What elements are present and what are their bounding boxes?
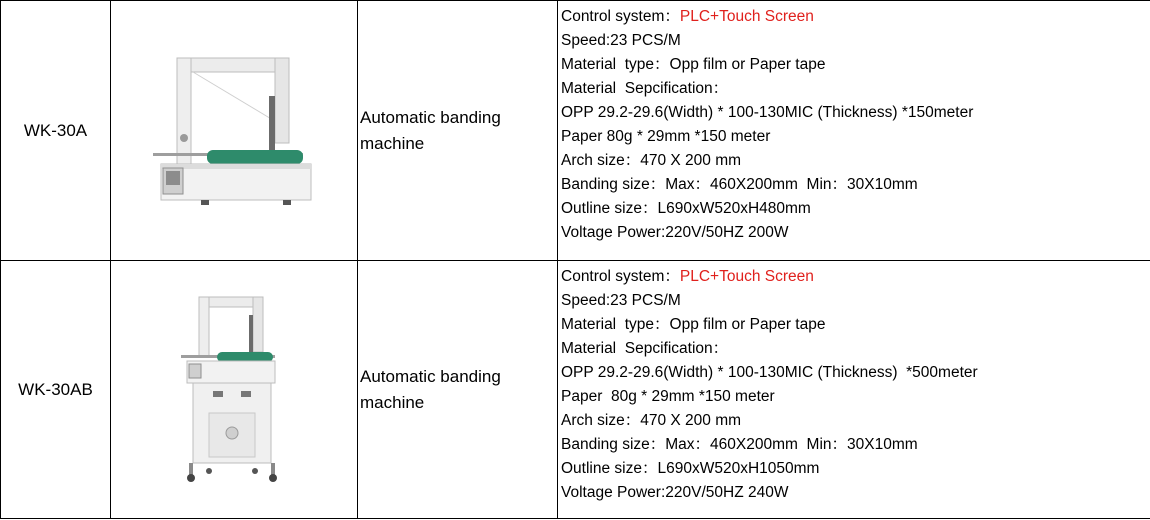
spec-voltage: Voltage Power:220V/50HZ 240W (561, 484, 789, 501)
spec-arch-size: Arch size：470 X 200 mm (561, 412, 742, 429)
product-name-line1: Automatic banding (360, 107, 501, 127)
image-cell (111, 1, 358, 261)
product-name-line2: machine (360, 133, 425, 153)
spec-banding-size: Banding size：Max：460X200mm Min：30X10mm (561, 176, 918, 193)
product-name-cell (358, 261, 558, 519)
spec-control-label: Control system： (561, 8, 680, 25)
spec-outline-size: Outline size：L690xW520xH480mm (561, 200, 811, 217)
spec-material-spec: Material Sepcification： (561, 340, 729, 357)
spec-outline-size: Outline size：L690xW520xH1050mm (561, 460, 820, 477)
banding-machine-tabletop-photo (149, 56, 319, 206)
spec-cell (558, 1, 1150, 261)
model-label: WK-30A (23, 120, 88, 140)
spec-cell (558, 261, 1150, 519)
spec-material-type: Material type：Opp film or Paper tape (561, 56, 826, 73)
spec-speed: Speed:23 PCS/M (561, 32, 681, 49)
product-name-line2: machine (360, 392, 425, 412)
spec-voltage: Voltage Power:220V/50HZ 200W (561, 224, 789, 241)
model-label: WK-30AB (18, 379, 93, 399)
banding-machine-floor-standing-photo (179, 295, 289, 485)
spec-control-value: PLC+Touch Screen (679, 8, 814, 25)
spec-material-type: Material type：Opp film or Paper tape (561, 316, 826, 333)
model-cell (1, 1, 111, 261)
image-cell (111, 261, 358, 519)
spec-speed: Speed:23 PCS/M (561, 292, 681, 309)
spec-opp: OPP 29.2-29.6(Width) * 100-130MIC (Thickness) *500meter (561, 364, 978, 381)
spec-control-value: PLC+Touch Screen (679, 268, 814, 285)
spec-control-system (561, 5, 1150, 29)
spec-banding-size: Banding size：Max：460X200mm Min：30X10mm (561, 436, 918, 453)
product-name-line1: Automatic banding (360, 366, 501, 386)
spec-paper: Paper 80g * 29mm *150 meter (561, 128, 771, 145)
spec-arch-size: Arch size：470 X 200 mm (561, 152, 742, 169)
table-row (1, 1, 1150, 261)
spec-control-system (561, 265, 1150, 289)
table-row (1, 261, 1150, 519)
model-cell (1, 261, 111, 519)
product-name-cell (358, 1, 558, 261)
spec-control-label: Control system： (561, 268, 680, 285)
spec-material-spec: Material Sepcification： (561, 80, 729, 97)
spec-opp: OPP 29.2-29.6(Width) * 100-130MIC (Thickness) *150meter (561, 104, 974, 121)
spec-paper: Paper 80g * 29mm *150 meter (561, 388, 775, 405)
